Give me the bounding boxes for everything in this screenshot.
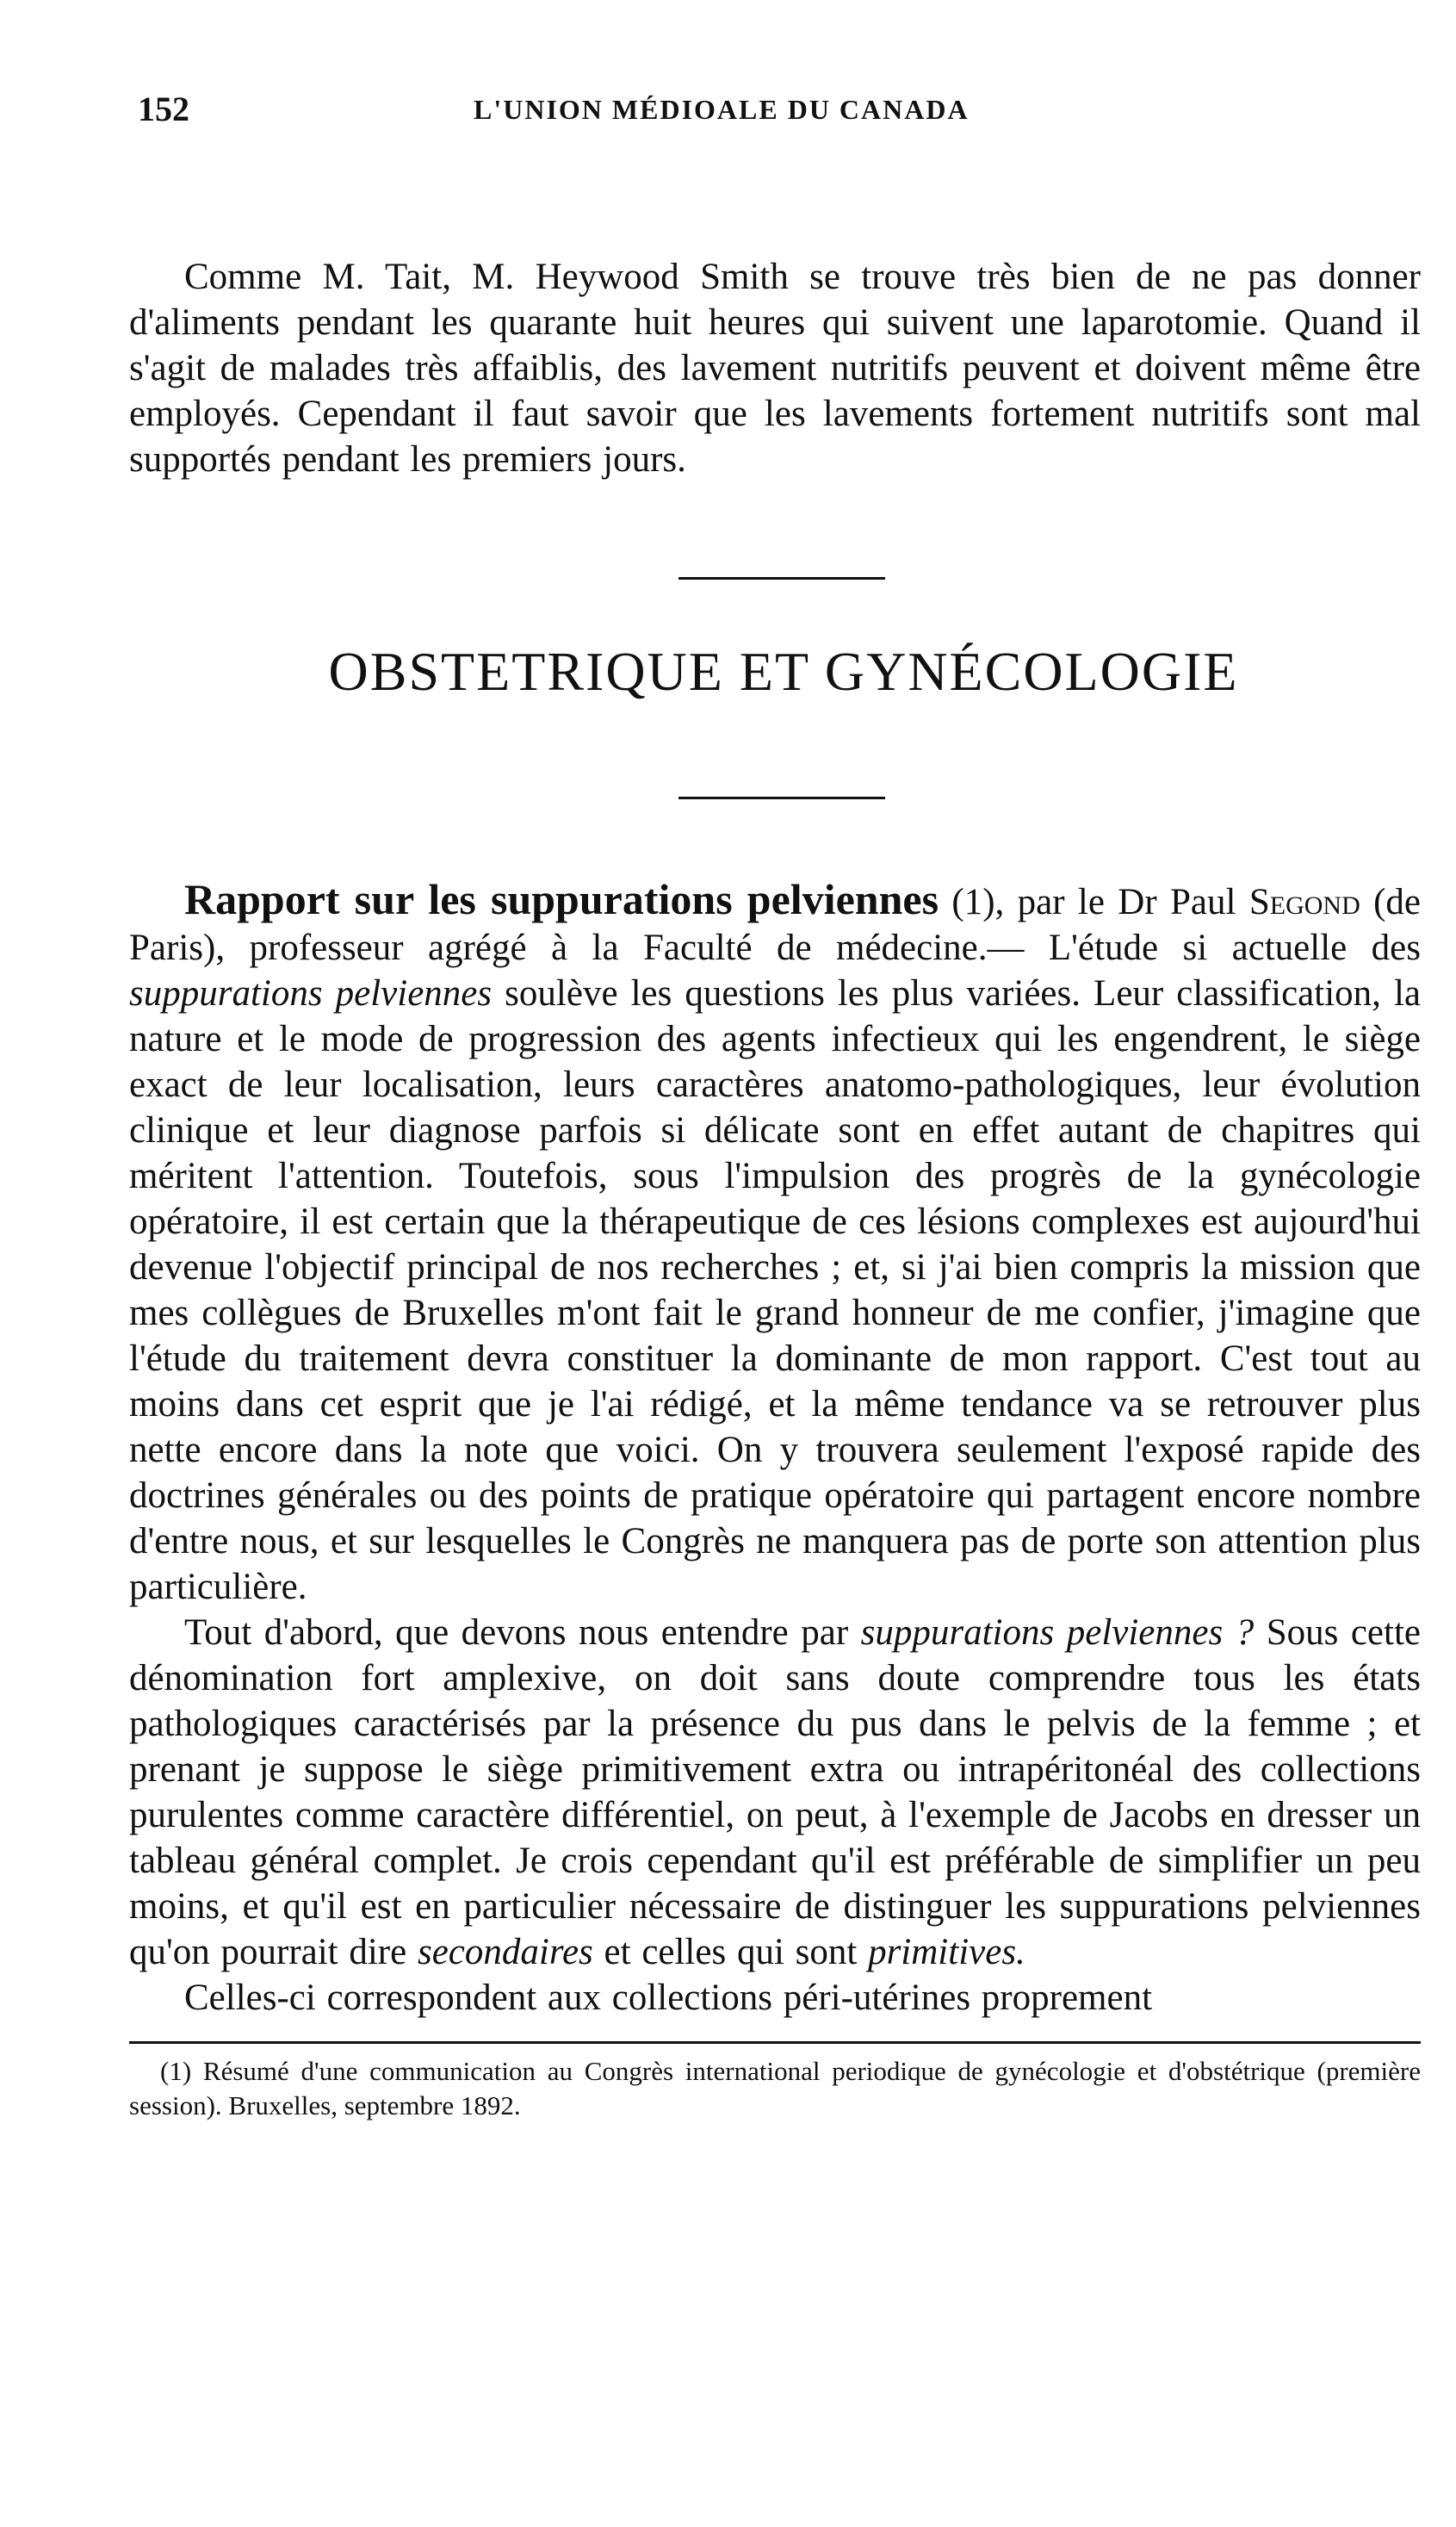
intro-paragraph-block: [129, 254, 1421, 482]
article-paragraph-3: Celles-ci correspondent aux collections péri-utérines proprement: [184, 1978, 1153, 2018]
byline-suffix: (de Paris), professeur agrégé à la Faculté de médecine.— L'étude si actuelle des: [129, 882, 1421, 968]
footnote-marker: (1),: [951, 882, 1005, 922]
page: [129, 82, 1421, 2123]
journal-title: L'UNION MÉDIOALE DU CANADA: [474, 94, 970, 125]
running-head: [129, 82, 1421, 133]
section-rule-top: [678, 577, 885, 580]
italic-term-1: suppurations pelviennes: [129, 973, 493, 1014]
p2-text-a: Tout d'abord, que devons nous entendre par: [184, 1612, 861, 1653]
intro-paragraph: Comme M. Tait, M. Heywood Smith se trouve très bien de ne pas donner d'aliments pendant les quarante huit heures qui suivent une laparotomie. Quand il s'agit de malades très affaiblis, des lavement nutritifs peuvent et doivent même être employés. Cependant il faut savoir que les lavements fortement nutritifs sont mal supportés pendant les premiers jours.: [129, 257, 1421, 480]
p2-italic-3: primitives.: [868, 1932, 1025, 1972]
p2-text-c: et celles qui sont: [592, 1932, 869, 1972]
p2-text-b: Sous cette dénomination fort amplexive, on doit sans doute comprendre tous les états pathologiques caractérisés par la présence du pus dans le pelvis de la femme ; et prenant je suppose le siège primitivement extra ou intrapéritonéal des collections purulentes comme caractère différentiel, on peut, à l'exemple de Jacobs en dresser un tableau général complet. Je crois cependant qu'il est préférable de simplifier un peu moins, et qu'il est en particulier nécessaire de distinguer les suppurations pelviennes qu'on pourrait dire: [129, 1612, 1421, 1972]
article-paragraph-2: [129, 1610, 1421, 1975]
footnote-text: (1) Résumé d'une communication au Congrès international periodique de gynécologie et d'obstétrique (première session). Bruxelles, septembre 1892.: [129, 2056, 1421, 2120]
footnote-rule: [129, 2041, 1421, 2044]
page-number: 152: [138, 90, 189, 128]
p2-italic-1: suppurations pelviennes ?: [860, 1612, 1255, 1653]
byline-prefix: par le Dr Paul: [1004, 882, 1249, 922]
article-body-1: soulève les questions les plus variées. Leur classification, la nature et le mode de progression des agents infectieux qui les engendrent, le siège exact de leur localisation, leurs caractères anatomo-pathologiques, leur évolution clinique et leur diagnose parfois si délicate sont en effet autant de chapitres qui méritent l'attention. Toutefois, sous l'impulsion des progrès de la gynécologie opératoire, il est certain que la thérapeutique de ces lésions complexes est aujourd'hui devenue l'objectif principal de nos recherches ; et, si j'ai bien compris la mission que mes collègues de Bruxelles m'ont fait le grand honneur de me confier, j'imagine que l'étude du traitement devra constituer la dominante de mon rapport. C'est tout au moins dans cet esprit que je l'ai rédigé, et la même tendance va se retrouver plus nette encore dans la note que voici. On y trouvera seulement l'exposé rapide des doctrines générales ou des points de pratique opératoire qui partagent encore nombre d'entre nous, et sur lesquelles le Congrès ne manquera pas de porte son attention plus particulière.: [129, 973, 1421, 1607]
article-paragraph-1: [129, 877, 1421, 1610]
author-surname: Segond: [1248, 882, 1360, 922]
section-title: OBSTETRIQUE ET GYNÉCOLOGIE: [328, 641, 1239, 702]
section-rule-bottom: [678, 797, 885, 799]
footnote: [129, 2054, 1421, 2123]
article: [129, 877, 1421, 2021]
article-title: Rapport sur les suppurations pelviennes: [184, 875, 939, 923]
p2-italic-2: secondaires: [417, 1932, 593, 1972]
